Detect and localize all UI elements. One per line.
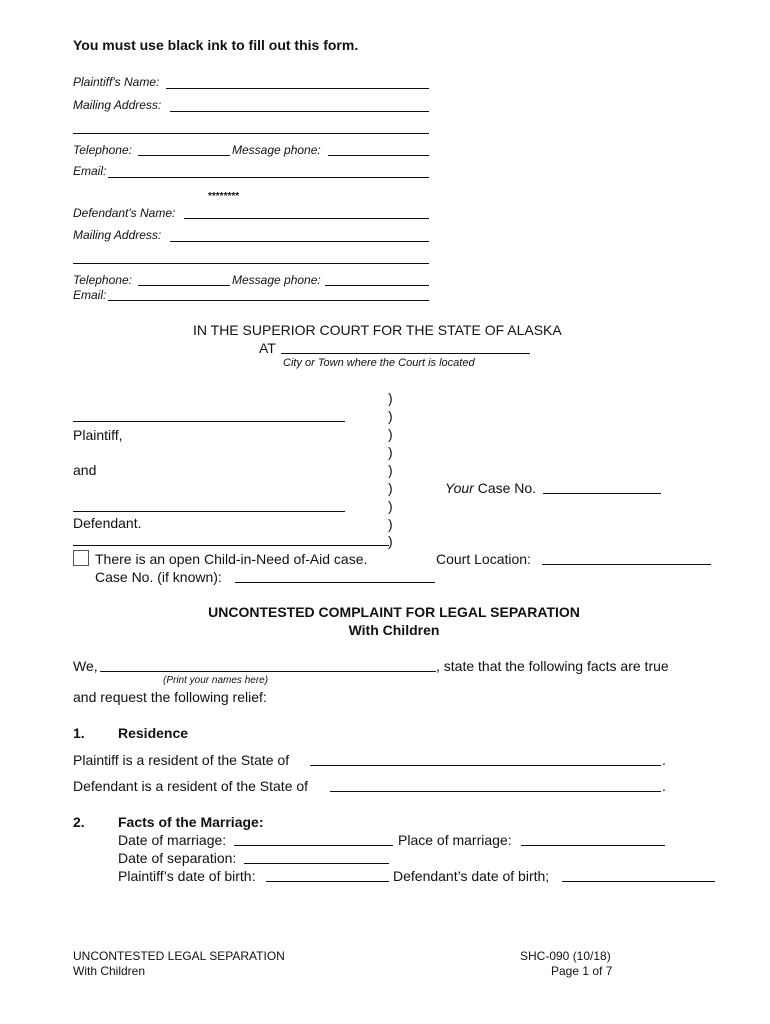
document-title: UNCONTESTED COMPLAINT FOR LEGAL SEPARATION bbox=[208, 604, 580, 620]
date-of-marriage-label: Date of marriage: bbox=[118, 832, 227, 848]
section1-number: 1. bbox=[73, 725, 85, 741]
court-location-field[interactable] bbox=[542, 552, 711, 565]
defendant-mailing-label: Mailing Address: bbox=[73, 228, 162, 242]
footer-page-number: Page 1 of 7 bbox=[551, 964, 613, 978]
caption-paren: ) bbox=[388, 480, 393, 496]
defendant-message-field[interactable] bbox=[325, 273, 429, 286]
plaintiff-name-label: Plaintiff's Name: bbox=[73, 75, 160, 89]
caption-defendant-field[interactable] bbox=[73, 499, 345, 512]
plaintiff-telephone-field[interactable] bbox=[138, 143, 230, 156]
court-city-caption: City or Town where the Court is located bbox=[283, 357, 475, 369]
caption-plaintiff-label: Plaintiff, bbox=[73, 427, 123, 443]
caption-paren: ) bbox=[388, 426, 393, 442]
defendant-telephone-field[interactable] bbox=[138, 273, 230, 286]
defendant-message-label: Message phone: bbox=[232, 273, 321, 287]
plaintiff-mailing-field[interactable] bbox=[170, 99, 429, 112]
cina-case-label: Case No. (if known): bbox=[95, 569, 222, 585]
defendant-resident-label: Defendant is a resident of the State of bbox=[73, 778, 309, 794]
ink-notice: You must use black ink to fill out this form. bbox=[73, 37, 359, 53]
defendant-mailing-field[interactable] bbox=[170, 229, 429, 242]
defendant-telephone-label: Telephone: bbox=[73, 273, 132, 287]
plaintiff-name-field[interactable] bbox=[166, 76, 429, 89]
plaintiff-message-field[interactable] bbox=[328, 143, 429, 156]
caption-plaintiff-field[interactable] bbox=[73, 409, 345, 422]
caption-defendant-label: Defendant. bbox=[73, 515, 142, 531]
defendant-resident-period: . bbox=[662, 778, 666, 794]
footer-form-number: SHC-090 (10/18) bbox=[520, 949, 611, 963]
date-of-separation-field[interactable] bbox=[244, 851, 389, 864]
defendant-resident-field[interactable] bbox=[330, 779, 661, 792]
place-of-marriage-label: Place of marriage: bbox=[398, 832, 512, 848]
defendant-name-field[interactable] bbox=[184, 206, 429, 219]
plaintiff-message-label: Message phone: bbox=[232, 143, 321, 157]
separator-stars: ******** bbox=[208, 191, 240, 202]
case-no-your: Your bbox=[445, 480, 474, 496]
case-no-field[interactable] bbox=[543, 481, 661, 494]
court-city-field[interactable] bbox=[281, 341, 530, 354]
defendant-email-field[interactable] bbox=[108, 288, 429, 301]
caption-and-label: and bbox=[73, 462, 97, 478]
plaintiff-dob-label: Plaintiff’s date of birth: bbox=[118, 868, 256, 884]
caption-paren: ) bbox=[388, 408, 393, 424]
plaintiff-telephone-label: Telephone: bbox=[73, 143, 132, 157]
defendant-mailing-field-line2[interactable] bbox=[73, 251, 429, 264]
place-of-marriage-field[interactable] bbox=[521, 833, 665, 846]
court-at-label: AT bbox=[259, 340, 276, 356]
section1-title: Residence bbox=[118, 725, 189, 741]
defendant-dob-field[interactable] bbox=[562, 869, 715, 882]
plaintiff-resident-label: Plaintiff is a resident of the State of bbox=[73, 752, 290, 768]
court-location-label: Court Location: bbox=[436, 551, 531, 567]
section2-title: Facts of the Marriage: bbox=[118, 814, 264, 830]
defendant-name-label: Defendant's Name: bbox=[73, 206, 176, 220]
case-no-label: Case No. bbox=[477, 480, 537, 496]
caption-paren: ) bbox=[388, 516, 393, 532]
document-subtitle: With Children bbox=[348, 622, 440, 638]
date-of-marriage-field[interactable] bbox=[234, 833, 393, 846]
defendant-email-label: Email: bbox=[73, 288, 107, 302]
caption-paren: ) bbox=[388, 498, 393, 514]
plaintiff-email-field[interactable] bbox=[108, 165, 429, 178]
defendant-dob-label: Defendant’s date of birth; bbox=[393, 868, 550, 884]
plaintiff-email-label: Email: bbox=[73, 164, 107, 178]
cina-case-field[interactable] bbox=[235, 570, 435, 583]
plaintiff-mailing-field-line2[interactable] bbox=[73, 121, 429, 134]
caption-paren: ) bbox=[388, 533, 393, 549]
cina-checkbox[interactable] bbox=[73, 550, 89, 566]
plaintiff-dob-field[interactable] bbox=[266, 869, 389, 882]
footer-subtitle: With Children bbox=[73, 964, 146, 978]
intro-state-text: , state that the following facts are true bbox=[436, 658, 669, 674]
caption-paren: ) bbox=[388, 462, 393, 478]
plaintiff-resident-period: . bbox=[662, 752, 666, 768]
date-of-separation-label: Date of separation: bbox=[118, 850, 237, 866]
cina-label: There is an open Child-in-Need of-Aid case. bbox=[95, 551, 368, 567]
intro-names-field[interactable] bbox=[100, 659, 436, 672]
intro-we-label: We, bbox=[73, 658, 98, 674]
plaintiff-mailing-label: Mailing Address: bbox=[73, 98, 162, 112]
caption-paren: ) bbox=[388, 390, 393, 406]
intro-names-caption: (Print your names here) bbox=[163, 675, 269, 686]
section2-number: 2. bbox=[73, 814, 85, 830]
plaintiff-resident-field[interactable] bbox=[310, 753, 661, 766]
footer-title: UNCONTESTED LEGAL SEPARATION bbox=[73, 949, 285, 963]
court-title: IN THE SUPERIOR COURT FOR THE STATE OF ALASKA bbox=[193, 322, 562, 338]
caption-bottom-line bbox=[73, 533, 389, 546]
intro-request-text: and request the following relief: bbox=[73, 689, 267, 705]
caption-paren: ) bbox=[388, 444, 393, 460]
